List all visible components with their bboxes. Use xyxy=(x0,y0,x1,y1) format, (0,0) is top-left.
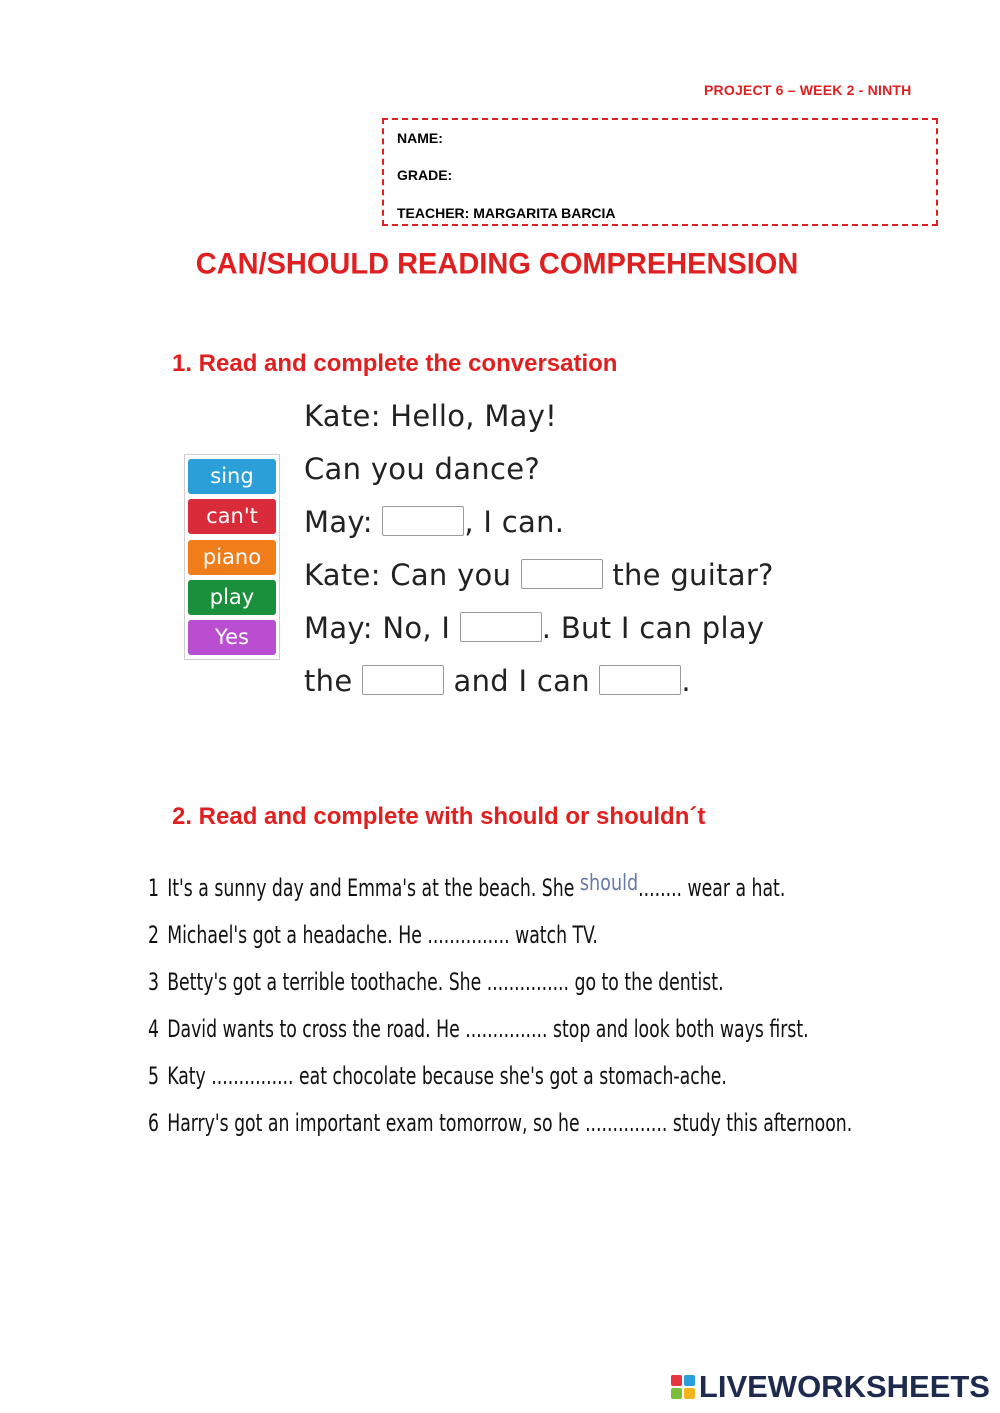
line-text: May: No, I xyxy=(304,611,460,645)
answer-blank[interactable] xyxy=(599,665,681,695)
sentence-number: 6 xyxy=(148,1109,159,1137)
sentence-text: Michael's got a headache. He xyxy=(167,921,428,949)
project-label: PROJECT 6 – WEEK 2 - NINTH xyxy=(704,82,912,98)
name-label: NAME: xyxy=(397,130,443,146)
line-text: the guitar? xyxy=(602,558,774,592)
answer-blank[interactable]: ............... xyxy=(486,968,570,996)
sentence-number: 1 xyxy=(148,874,159,902)
line-text: Kate: Hello, May! xyxy=(304,399,558,433)
page-title: CAN/SHOULD READING COMPREHENSION xyxy=(195,247,799,281)
teacher-label: TEACHER: MARGARITA BARCIA xyxy=(397,205,616,221)
line-text: . But I can play xyxy=(541,611,765,645)
sentence-text: David wants to cross the road. He xyxy=(167,1015,466,1043)
sentence-number: 2 xyxy=(148,921,159,949)
sentence-number: 5 xyxy=(148,1062,159,1090)
sentence-text: Harry's got an important exam tomorrow, so he xyxy=(167,1109,586,1137)
word-bank xyxy=(184,454,280,660)
line-text: May: xyxy=(304,505,383,539)
word-bank-item[interactable]: Yes xyxy=(188,620,276,655)
conversation-line-5 xyxy=(304,611,764,645)
student-info-box xyxy=(382,118,938,226)
sentence-text: Betty's got a terrible toothache. She xyxy=(167,968,487,996)
answer-blank[interactable] xyxy=(521,559,603,589)
sentence-text: go to the dentist. xyxy=(569,968,724,996)
answer-blank[interactable]: ............... xyxy=(211,1062,294,1090)
example-answer: should xyxy=(579,871,639,896)
line-text: Kate: Can you xyxy=(304,558,521,592)
line-text: the xyxy=(304,664,363,698)
word-bank-item[interactable]: can't xyxy=(188,499,276,534)
section2-title: 2. Read and complete with should or shouldn´t xyxy=(172,803,706,830)
section1-title: 1. Read and complete the conversation xyxy=(172,350,618,377)
sentence-number: 4 xyxy=(148,1015,159,1043)
sentence-text: wear a hat. xyxy=(682,874,786,902)
exercise-sentence xyxy=(148,1015,809,1043)
line-text: Can you dance? xyxy=(304,452,541,486)
logo-text: LIVEWORKSHEETS xyxy=(698,1369,990,1404)
sentence-text: Katy xyxy=(167,1062,212,1090)
line-text: and I can xyxy=(444,664,600,698)
conversation-line-2 xyxy=(304,452,540,486)
exercise-sentence xyxy=(148,1062,727,1090)
line-text: , I can. xyxy=(464,505,565,539)
word-bank-item[interactable]: sing xyxy=(188,459,276,494)
exercise-sentence xyxy=(148,1109,852,1137)
sentence-text: study this afternoon. xyxy=(667,1109,853,1137)
sentence-text: It's a sunny day and Emma's at the beach. She xyxy=(167,874,580,902)
sentence-number: 3 xyxy=(148,968,159,996)
answer-blank[interactable]: ............... xyxy=(585,1109,668,1137)
sentence-text: stop and look both ways first. xyxy=(547,1015,809,1043)
answer-blank[interactable] xyxy=(382,506,464,536)
answer-blank[interactable] xyxy=(362,665,444,695)
conversation-line-3 xyxy=(304,505,564,539)
answer-blank[interactable] xyxy=(460,612,542,642)
answer-blank[interactable]: ............... xyxy=(465,1015,548,1043)
sentence-text: watch TV. xyxy=(509,921,598,949)
sentence-text: eat chocolate because she's got a stomach-ache. xyxy=(293,1062,727,1090)
word-bank-item[interactable]: piano xyxy=(188,540,276,575)
conversation-line-6 xyxy=(304,664,691,698)
answer-blank[interactable]: ............... xyxy=(427,921,510,949)
conversation-line-4 xyxy=(304,558,774,592)
logo-icon xyxy=(671,1375,695,1399)
exercise-sentence xyxy=(148,968,724,996)
grade-label: GRADE: xyxy=(397,167,453,183)
liveworksheets-logo xyxy=(671,1369,990,1405)
exercise-sentence xyxy=(148,871,786,902)
conversation-line-1 xyxy=(304,399,557,433)
answer-blank[interactable]: ........ xyxy=(638,874,683,902)
line-text: . xyxy=(681,664,691,698)
word-bank-item[interactable]: play xyxy=(188,580,276,615)
exercise-sentence xyxy=(148,921,598,949)
